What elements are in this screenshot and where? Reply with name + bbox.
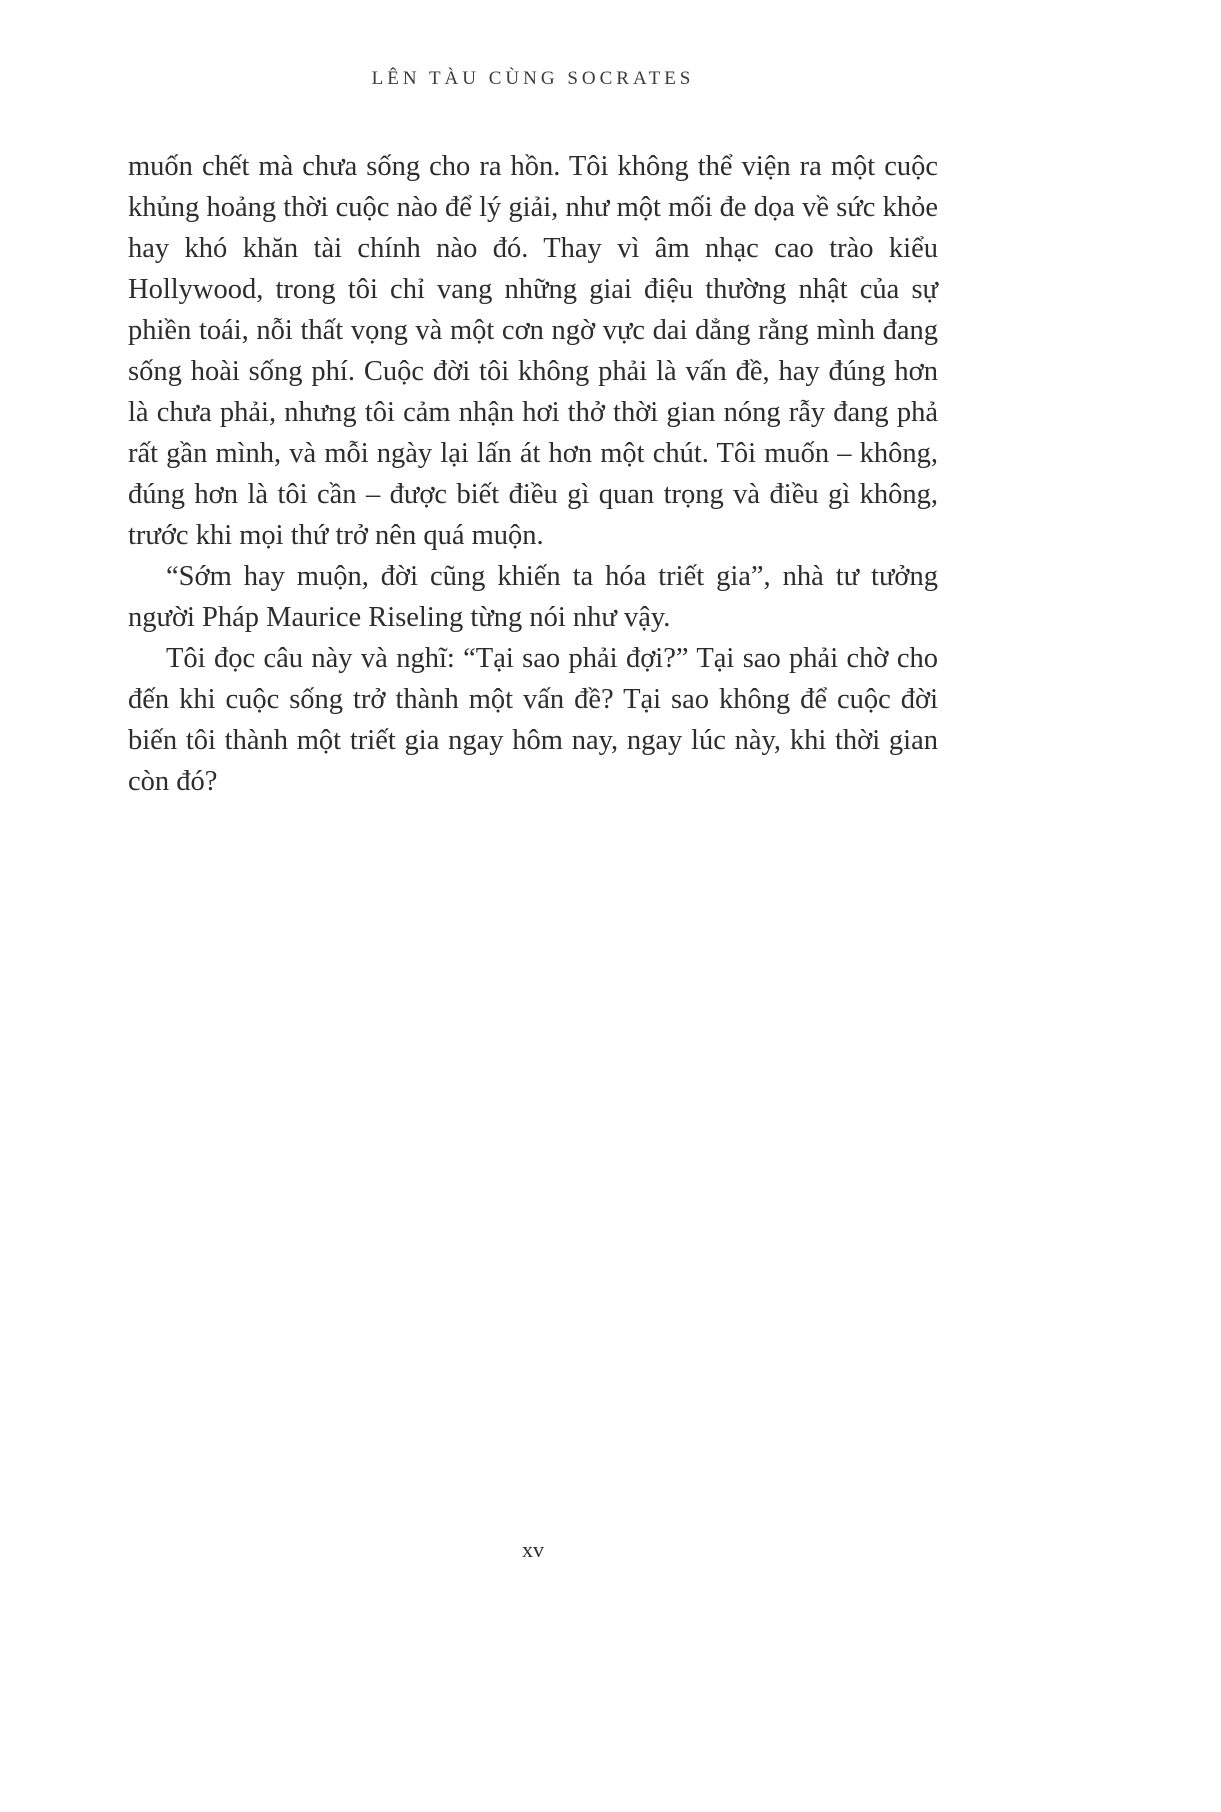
page-number: xv bbox=[522, 1537, 544, 1562]
paragraph: Tôi đọc câu này và nghĩ: “Tại sao phải đợi?” Tại sao phải chờ cho đến khi cuộc sống trở thành một vấn đề? Tại sao không để cuộc đời biến tôi thành một triết gia ngay hôm nay, ngay lúc này, khi thời gian còn đó? bbox=[128, 643, 938, 797]
running-header: LÊN TÀU CÙNG SOCRATES bbox=[371, 68, 695, 89]
body-text bbox=[128, 146, 938, 802]
paragraph: muốn chết mà chưa sống cho ra hồn. Tôi không thể viện ra một cuộc khủng hoảng thời cuộc nào để lý giải, như một mối đe dọa về sức khỏe hay khó khăn tài chính nào đó. Thay vì âm nhạc cao trào kiểu Hollywood, trong tôi chỉ vang những giai điệu thường nhật của sự phiền toái, nỗi thất vọng và một cơn ngờ vực dai dẳng rằng mình đang sống hoài sống phí. Cuộc đời tôi không phải là vấn đề, hay đúng hơn là chưa phải, nhưng tôi cảm nhận hơi thở thời gian nóng rẫy đang phả rất gần mình, và mỗi ngày lại lấn át hơn một chút. Tôi muốn – không, đúng hơn là tôi cần – được biết điều gì quan trọng và điều gì không, trước khi mọi thứ trở nên quá muộn. bbox=[128, 151, 938, 551]
paragraph: “Sớm hay muộn, đời cũng khiến ta hóa triết gia”, nhà tư tưởng người Pháp Maurice Riseling từng nói như vậy. bbox=[128, 561, 938, 633]
